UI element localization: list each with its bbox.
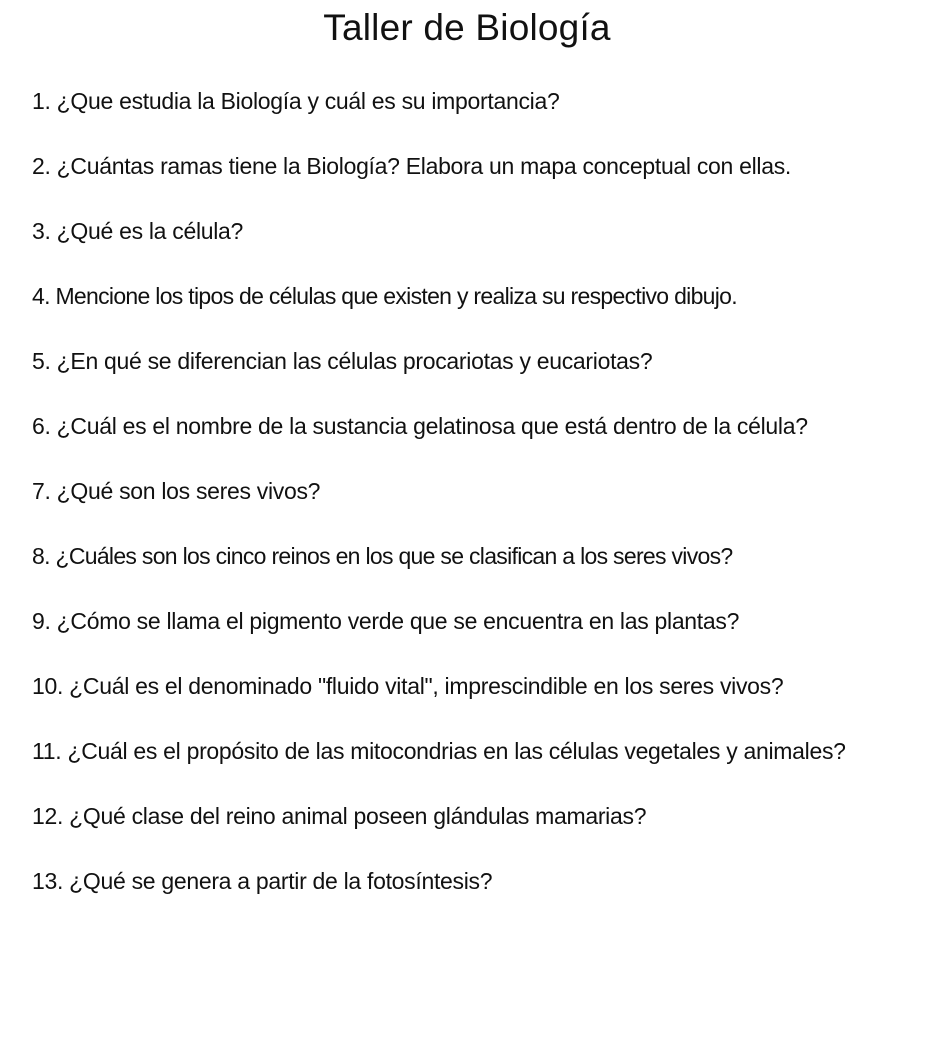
page-title: Taller de Biología <box>323 7 611 48</box>
question-item: 11. ¿Cuál es el propósito de las mitocondrias en las células vegetales y animales? <box>32 738 846 764</box>
question-item: 3. ¿Qué es la célula? <box>32 218 244 244</box>
question-item: 2. ¿Cuántas ramas tiene la Biología? Elabora un mapa conceptual con ellas. <box>32 153 791 179</box>
question-item: 1. ¿Que estudia la Biología y cuál es su importancia? <box>32 88 560 114</box>
question-item: 4. Mencione los tipos de células que existen y realiza su respectivo dibujo. <box>32 283 737 309</box>
question-item: 10. ¿Cuál es el denominado "fluido vital", imprescindible en los seres vivos? <box>32 673 784 699</box>
question-item: 13. ¿Qué se genera a partir de la fotosíntesis? <box>32 868 493 894</box>
question-item: 9. ¿Cómo se llama el pigmento verde que se encuentra en las plantas? <box>32 608 740 634</box>
question-item: 5. ¿En qué se diferencian las células procariotas y eucariotas? <box>32 348 653 374</box>
question-item: 8. ¿Cuáles son los cinco reinos en los que se clasifican a los seres vivos? <box>32 543 733 569</box>
question-item: 6. ¿Cuál es el nombre de la sustancia gelatinosa que está dentro de la célula? <box>32 413 808 439</box>
question-list <box>32 84 928 929</box>
question-item: 12. ¿Qué clase del reino animal poseen glándulas mamarias? <box>32 803 647 829</box>
question-item: 7. ¿Qué son los seres vivos? <box>32 478 321 504</box>
